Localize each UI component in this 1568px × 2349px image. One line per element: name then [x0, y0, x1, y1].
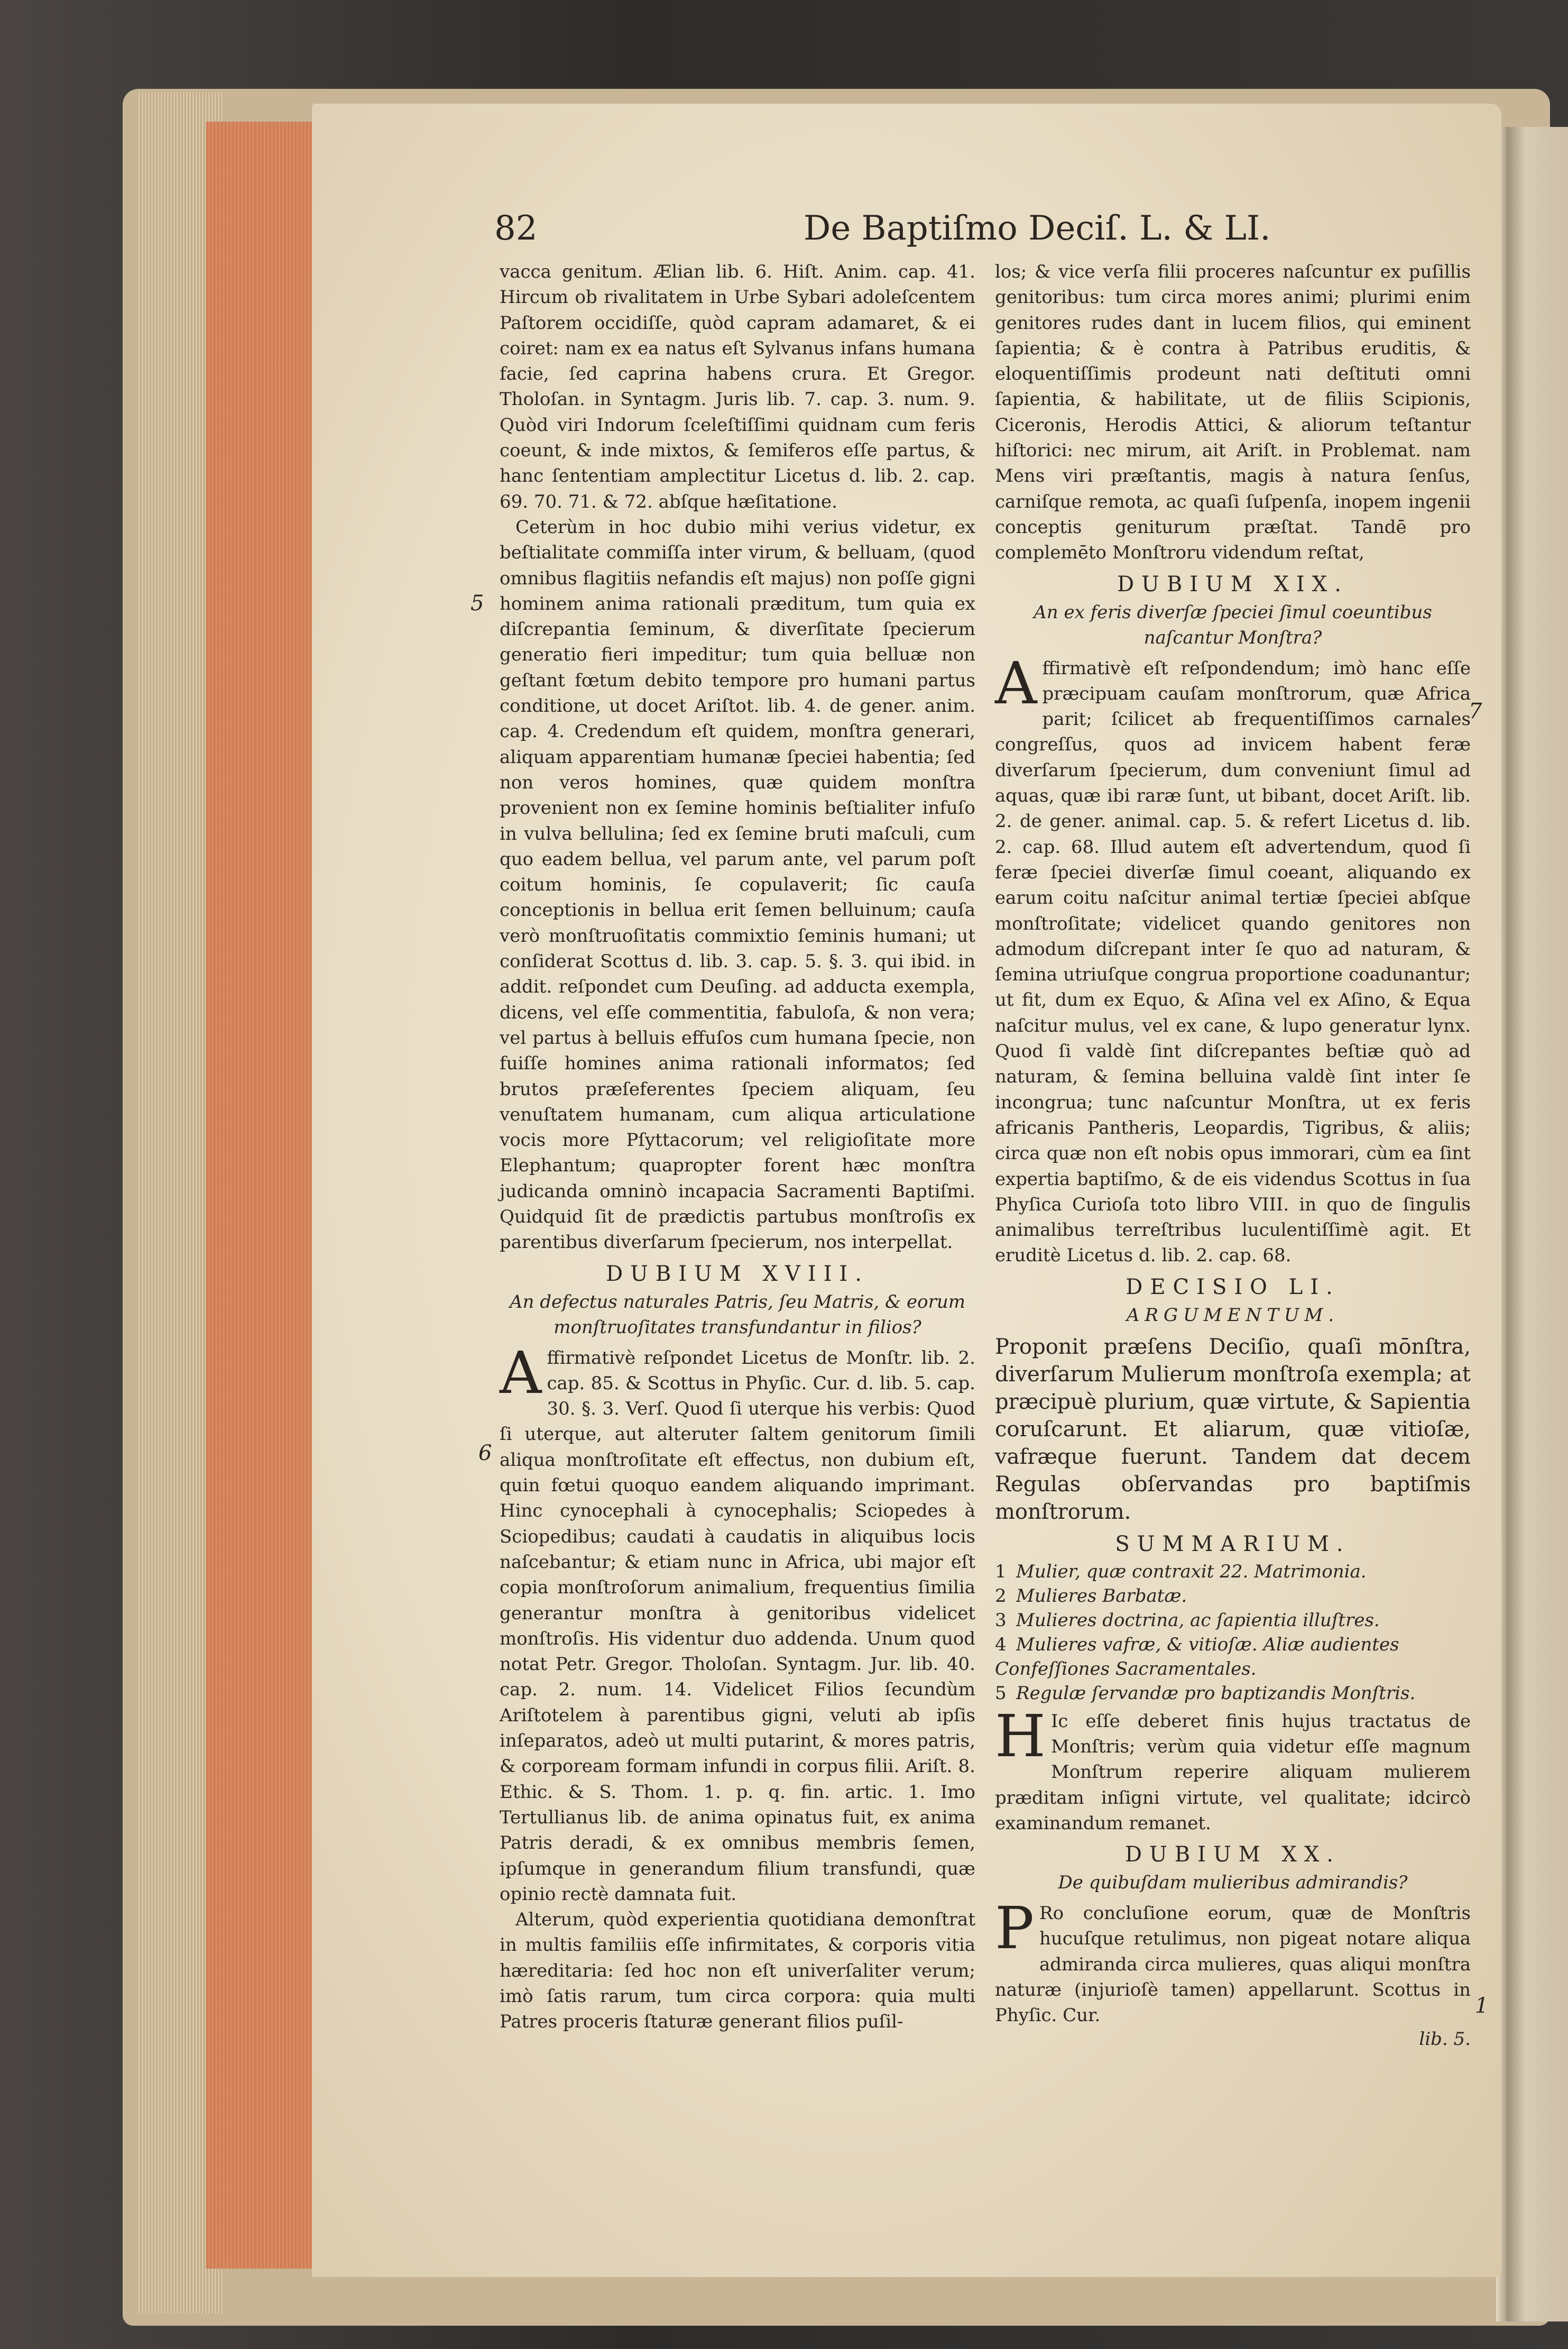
left-paragraph-4: Alterum, quòd experientia quotidiana demonſtrat in multis familiis eſſe infirmitates, & corporis vitia hæreditaria: ſed hoc non eſt univerſaliter verum; imò ſatis rarum, tum circa corpora: quia multi Patres proceris ſtaturæ generant filios puſil-: [500, 1909, 975, 2033]
right-paragraph-3: [995, 1702, 1471, 1836]
decisio-heading: DECISIO LI.: [1126, 1274, 1340, 1299]
left-paragraph-3-text: ffirmativè reſpondet Licetus de Monſtr. lib. 2. cap. 85. & Scottus in Phyſic. Cur. d. lib. 5. cap. 30. §. 3. Verſ. Quod ſi uterque his verbis: Quod ſi uterque, aut alteruter ſaltem genitorum ſimili aliqua monſtroſitate eſt effectus, non dubium eſt, quin fœtui quoquo eandem aliquando imprimant. Hinc cynocephali à cynocephalis; Sciopedes à Sciopedibus; caudati à caudatis in aliquibus locis naſcebantur; & etiam nunc in Africa, ubi major eſt copia monſtroſorum animalium, frequentius ſimilia generantur monſtra à genitoribus videlicet monſtroſis. His videntur duo addenda. Unum quod notat Petr. Gregor. Tholoſan. Syntagm. Jur. lib. 40. cap. 2. num. 14. Videlicet Filios ſecundùm Ariſtotelem à parentibus gigni, veluti ab ipſis inſeparatos, adeò ut multi putarint, & mores patris, & corpoream formam infundi in corpus filii. Ariſt. 8. Ethic. & S. Thom. 1. p. q. fin. artic. 1. Imo Tertullianus lib. de anima opinatus fuit, ex anima Patris deradi, & ex omnibus membris ſemen, ipſumque in generandum filium transfundi, quæ opinio rectè damnata fuit.: [500, 1347, 975, 1905]
dubium-18-question: An defectus naturales Patris, ſeu Matris, & eorum monſtruoſitates transfundantur in filios?: [509, 1291, 966, 1338]
page-number: 82: [494, 209, 538, 248]
dubium-18-heading: DUBIUM XVIII.: [606, 1261, 869, 1286]
dubium-20-heading: DUBIUM XX.: [1124, 1842, 1341, 1867]
margin-note-7: 7: [1469, 699, 1482, 723]
margin-note-6: 6: [478, 1441, 492, 1465]
dubium-19-question: An ex feris diverſæ ſpeciei ſimul coeuntibus naſcantur Monſtra?: [1034, 601, 1432, 648]
right-paragraph-2: [995, 649, 1471, 1269]
dubium-19-heading: DUBIUM XIX.: [1117, 572, 1349, 597]
summarium-heading: SUMMARIUM.: [1115, 1531, 1351, 1556]
red-page-edges: [206, 122, 315, 2269]
dubium-20-question: De quibuſdam mulieribus admirandis?: [1058, 1872, 1408, 1894]
summary-item: 5 Regulæ ſervandæ pro baptizandis Monſtris.: [995, 1682, 1416, 1704]
drop-cap-a: A: [500, 1338, 542, 1407]
left-column: [500, 259, 975, 2035]
facing-page-edge: [1507, 127, 1568, 2322]
right-column: [995, 259, 1471, 2050]
right-paragraph-4: [995, 1894, 1471, 2028]
right-paragraph-4-text: Ro concluſione eorum, quæ de Monſtris hucuſque retulimus, non pigeat notare aliqua admiranda circa mulieres, quas aliqui monſtra naturæ (injurioſè tamen) appellarunt. Scottus in Phyſic. Cur.: [995, 1903, 1471, 2026]
summary-item: 3 Mulieres doctrina, ac ſapientia illuſtres.: [995, 1609, 1380, 1631]
margin-note-5: 5: [471, 591, 484, 616]
right-paragraph-3-text: Ic eſſe deberet finis hujus tractatus de Monſtris; verùm quia videtur eſſe magnum Monſtrum reperire aliquam mulierem præditam inſigni virtute, vel qualitate; idcircò examinandum remanet.: [995, 1710, 1471, 1834]
argumentum-text: Proponit præſens Deciſio, quaſi mōnſtra, diverſarum Mulierum monſtroſa exempla; at præcipuè plurium, quæ virtute, & Sapientia coruſcarunt. Et aliarum, quæ vitioſæ, vafræque fuerunt. Tandem dat decem Regulas obſervandas pro baptiſmis monſtrorum.: [995, 1334, 1471, 1524]
margin-note-1: 1: [1475, 1994, 1489, 2018]
right-paragraph-2-text: ffirmativè eſt reſpondendum; imò hanc eſſe præcipuam cauſam monſtrorum, quæ Africa parit; ſcilicet ab frequentiſſimos carnales congreſſus, quos ad invicem habent feræ diverſarum ſpecierum, dum conveniunt ſimul ad aquas, quæ ibi raræ ſunt, ut bibant, docet Ariſt. lib. 2. de gener. animal. cap. 5. & refert Licetus d. lib. 2. cap. 68. Illud autem eſt advertendum, quod ſi feræ ſpeciei diverſæ ſimul coeant, aliquando ex earum coitu naſcitur animal tertiæ ſpeciei abſque monſtroſitate; videlicet quando genitores non admodum diſcrepant inter ſe quo ad naturam, & ſemina utriuſque congrua proportione coadunantur; ut fit, dum ex Equo, & Aſina vel ex Aſino, & Equa naſcitur mulus, vel ex cane, & lupo generatur lynx. Quod ſi valdè ſint diſcrepantes beſtiæ quò ad naturam, & ſemina belluina valdè ſint inter ſe incongrua; tunc naſcuntur Monſtra, ut ex feris africanis Pantheris, Leopardis, Tigribus, & aliis; circa quæ non eſt nobis opus immorari, cùm ea ſint expertia baptiſmo, & de eis videndus Scottus in ſua Phyſica Curioſa toto libro VIII. in quo de ſingulis animalibus terreſtribus luculentiſſimè agit. Et eruditè Licetus d. lib. 2. cap. 68.: [995, 657, 1471, 1267]
drop-cap-p: P: [995, 1894, 1035, 1962]
left-paragraph-3: [500, 1338, 975, 1907]
summary-item: 2 Mulieres Barbatæ.: [995, 1585, 1187, 1607]
drop-cap-a: A: [995, 649, 1037, 717]
drop-cap-h: H: [995, 1702, 1046, 1770]
running-title: De Baptiſmo Deciſ. L. & LI.: [804, 209, 1271, 248]
catchword: lib. 5.: [1419, 2028, 1471, 2050]
left-paragraph-2: Ceterùm in hoc dubio mihi verius videtur, ex beſtialitate commiſſa inter virum, & belluam, (quod omnibus flagitiis nefandis eſt majus) non poſſe gigni hominem anima rationali præditum, tum quia ex diſcrepantia ſeminum, & diverſitate ſpecierum generatio fieri impeditur; tum quia belluæ non geſtant fœtum debito tempore pro humani partus conditione, ut docet Ariſtot. lib. 4. de gener. anim. cap. 4. Credendum eſt quidem, monſtra generari, aliquam apparentiam humanæ ſpeciei habentia; ſed non veros homines, quæ quidem monſtra provenient non ex ſemine hominis beſtialiter infuſo in vulva bellulina; ſed ex ſemine bruti maſculi, cum quo eadem bellua, vel parum ante, vel parum poſt coitum hominis, ſe copulaverit; ſic cauſa conceptionis in bellua erit ſemen belluinum; cauſa verò monſtruoſitatis commixtio ſeminis humani; ut conſiderat Scottus d. lib. 3. cap. 5. §. 3. qui ibid. in addit. reſpondet cum Deuſing. ad adducta exempla, dicens, vel eſſe commentitia, fabuloſa, & non vera; vel partus à belluis effuſos cum humana ſpecie, non fuiſſe homines anima rationali informatos; ſed brutos præſeferentes ſpeciem aliquam, ſeu venuſtatem humanam, cum aliqua articulatione vocis more Pſyttacorum; vel religioſitate more Elephantum; quapropter forent hæc monſtra judicanda omninò incapacia Sacramenti Baptiſmi. Quidquid ſit de prædictis partubus monſtroſis ex parentibus diverſarum ſpecierum, nos interpellat.: [500, 516, 975, 1253]
right-paragraph-1: los; & vice verſa filii proceres naſcuntur ex puſillis genitoribus: tum circa mores animi; plurimi enim genitores rudes dant in lucem filios, qui eminent ſapientia; & è contra à Patribus eruditis, & eloquentiſſimis prodeunt nati deſtituti omni ſapientia, & habilitate, ut de filiis Scipionis, Ciceronis, Herodis Attici, & aliorum teſtantur hiſtorici: nec mirum, ait Ariſt. in Problemat. nam Mens viri præſtantis, magis à natura ſenſus, carniſque remota, ac quaſi ſuſpenſa, inopem ingenii conceptis geniturum præſtat. Tandē pro complemēto Monſtroru videndum reſtat,: [995, 261, 1471, 564]
left-paragraph-1: vacca genitum. Ælian lib. 6. Hiſt. Anim. cap. 41. Hircum ob rivalitatem in Urbe Sybari adoleſcentem Paſtorem occidiſſe, quòd capram adamaret, & ei coiret: nam ex ea natus eſt Sylvanus infans humana facie, ſed caprina habens crura. Et Gregor. Tholoſan. in Syntagm. Juris lib. 7. cap. 3. num. 9. Quòd viri Indorum ſceleſtiſſimi quidnam cum feris coeunt, & inde mixtos, & ſemiferos eſſe partus, & hanc ſententiam amplectitur Licetus d. lib. 2. cap. 69. 70. 71. & 72. abſque hæſitatione.: [500, 261, 975, 512]
summary-item: 4 Mulieres vafræ, & vitioſæ. Aliæ audientes Confeſſiones Sacramentales.: [995, 1634, 1399, 1680]
argumentum-heading: ARGUMENTUM.: [1126, 1304, 1340, 1326]
summary-list: [995, 1559, 1471, 1705]
summary-item: 1 Mulier, quæ contraxit 22. Matrimonia.: [995, 1561, 1367, 1582]
